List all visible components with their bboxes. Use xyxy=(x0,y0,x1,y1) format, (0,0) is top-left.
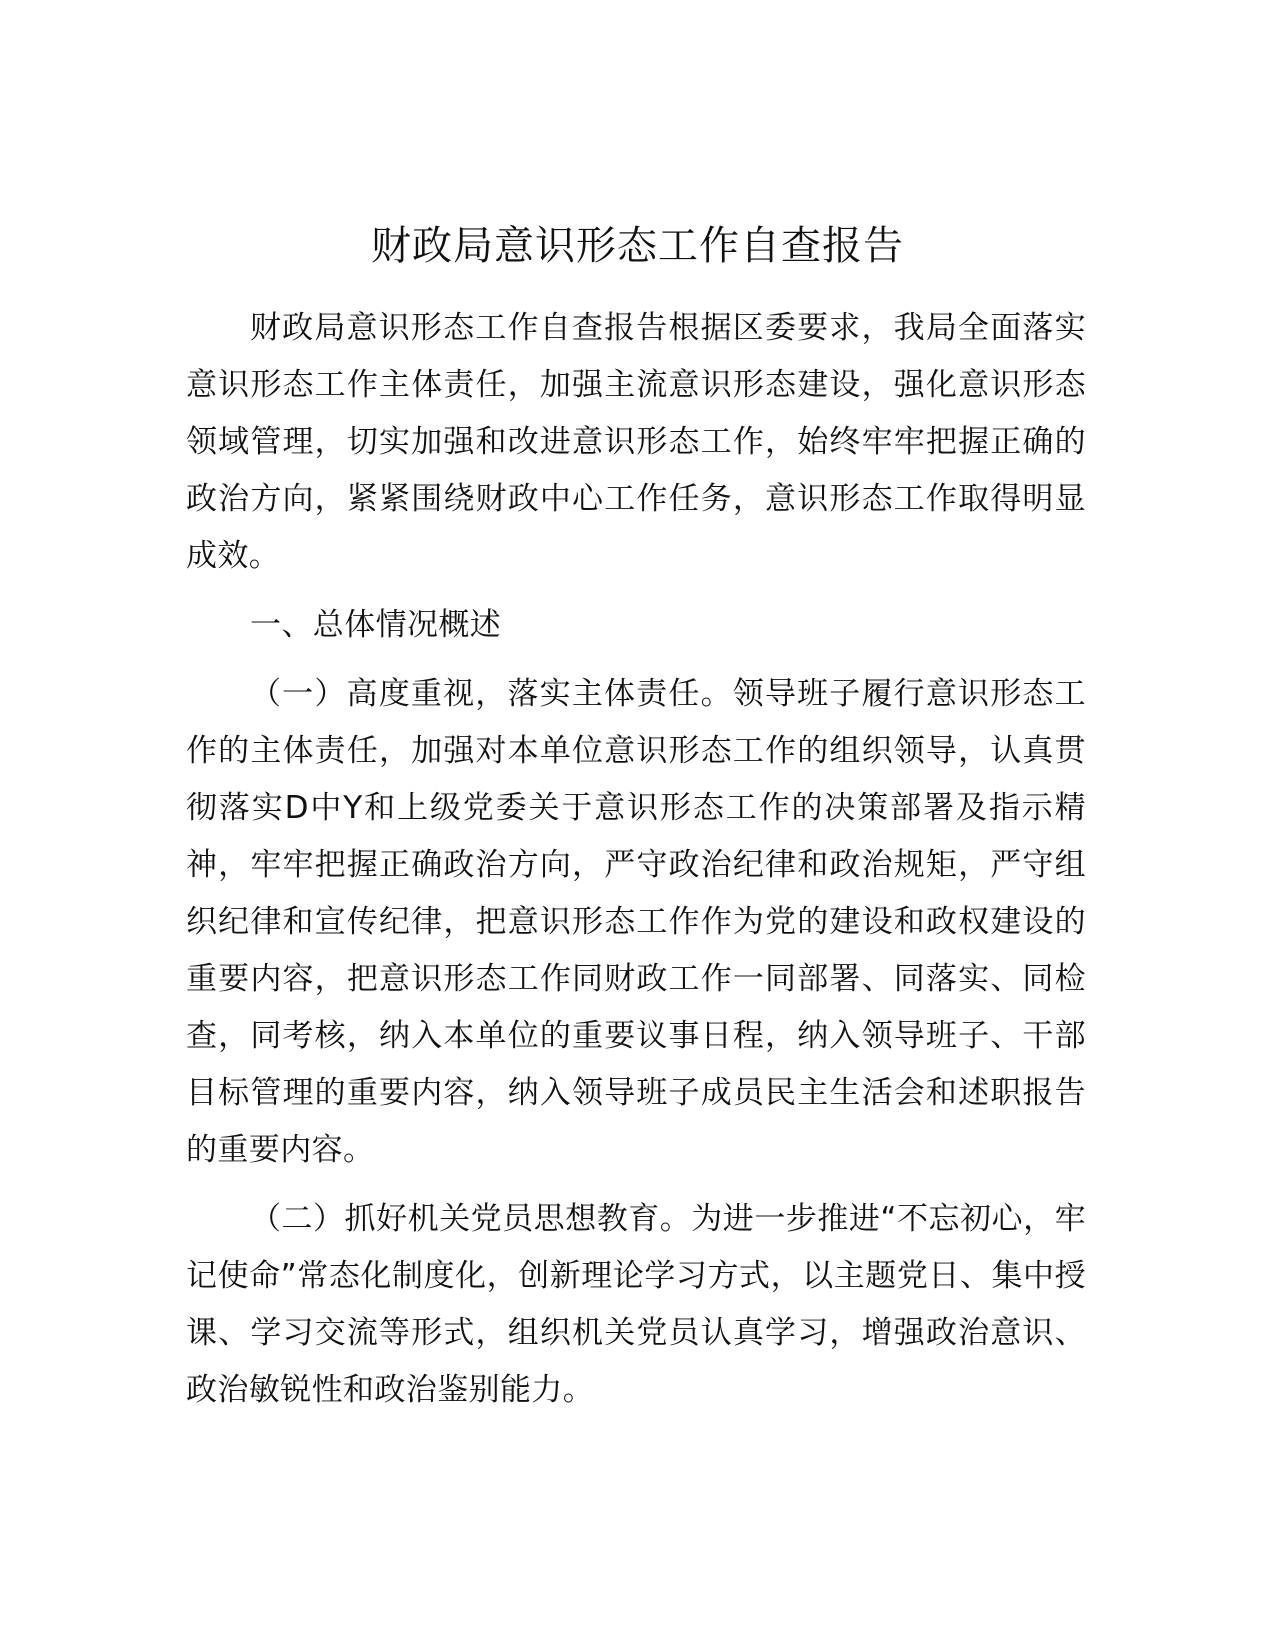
document-title: 财政局意识形态工作自查报告 xyxy=(371,223,904,269)
document-body xyxy=(186,300,1086,1419)
paragraph-responsibility: （一）高度重视，落实主体责任。领导班子履行意识形态工作的主体责任，加强对本单位意识形态工作的组织领导，认真贯彻落实D中Y和上级党委关于意识形态工作的决策部署及指示精神，牢牢把握正确政治方向，严守政治纪律和政治规矩，严守组织纪律和宣传纪律，把意识形态工作作为党的建设和政权建设的重要内容，把意识形态工作同财政工作一同部署、同落实、同检查，同考核，纳入本单位的重要议事日程，纳入领导班子、干部目标管理的重要内容，纳入领导班子成员民主生活会和述职报告的重要内容。 xyxy=(186,676,1086,1168)
intro-paragraph: 财政局意识形态工作自查报告根据区委要求，我局全面落实意识形态工作主体责任，加强主流意识形态建设，强化意识形态领域管理，切实加强和改进意识形态工作，始终牢牢把握正确的政治方向，紧紧围绕财政中心工作任务，意识形态工作取得明显成效。 xyxy=(186,310,1086,574)
section-heading-overview: 一、总体情况概述 xyxy=(250,607,502,643)
paragraph-education: （二）抓好机关党员思想教育。为进一步推进“不忘初心，牢记使命”常态化制度化，创新理论学习方式，以主题党日、集中授课、学习交流等形式，组织机关党员认真学习，增强政治意识、政治敏锐性和政治鉴别能力。 xyxy=(186,1201,1086,1408)
